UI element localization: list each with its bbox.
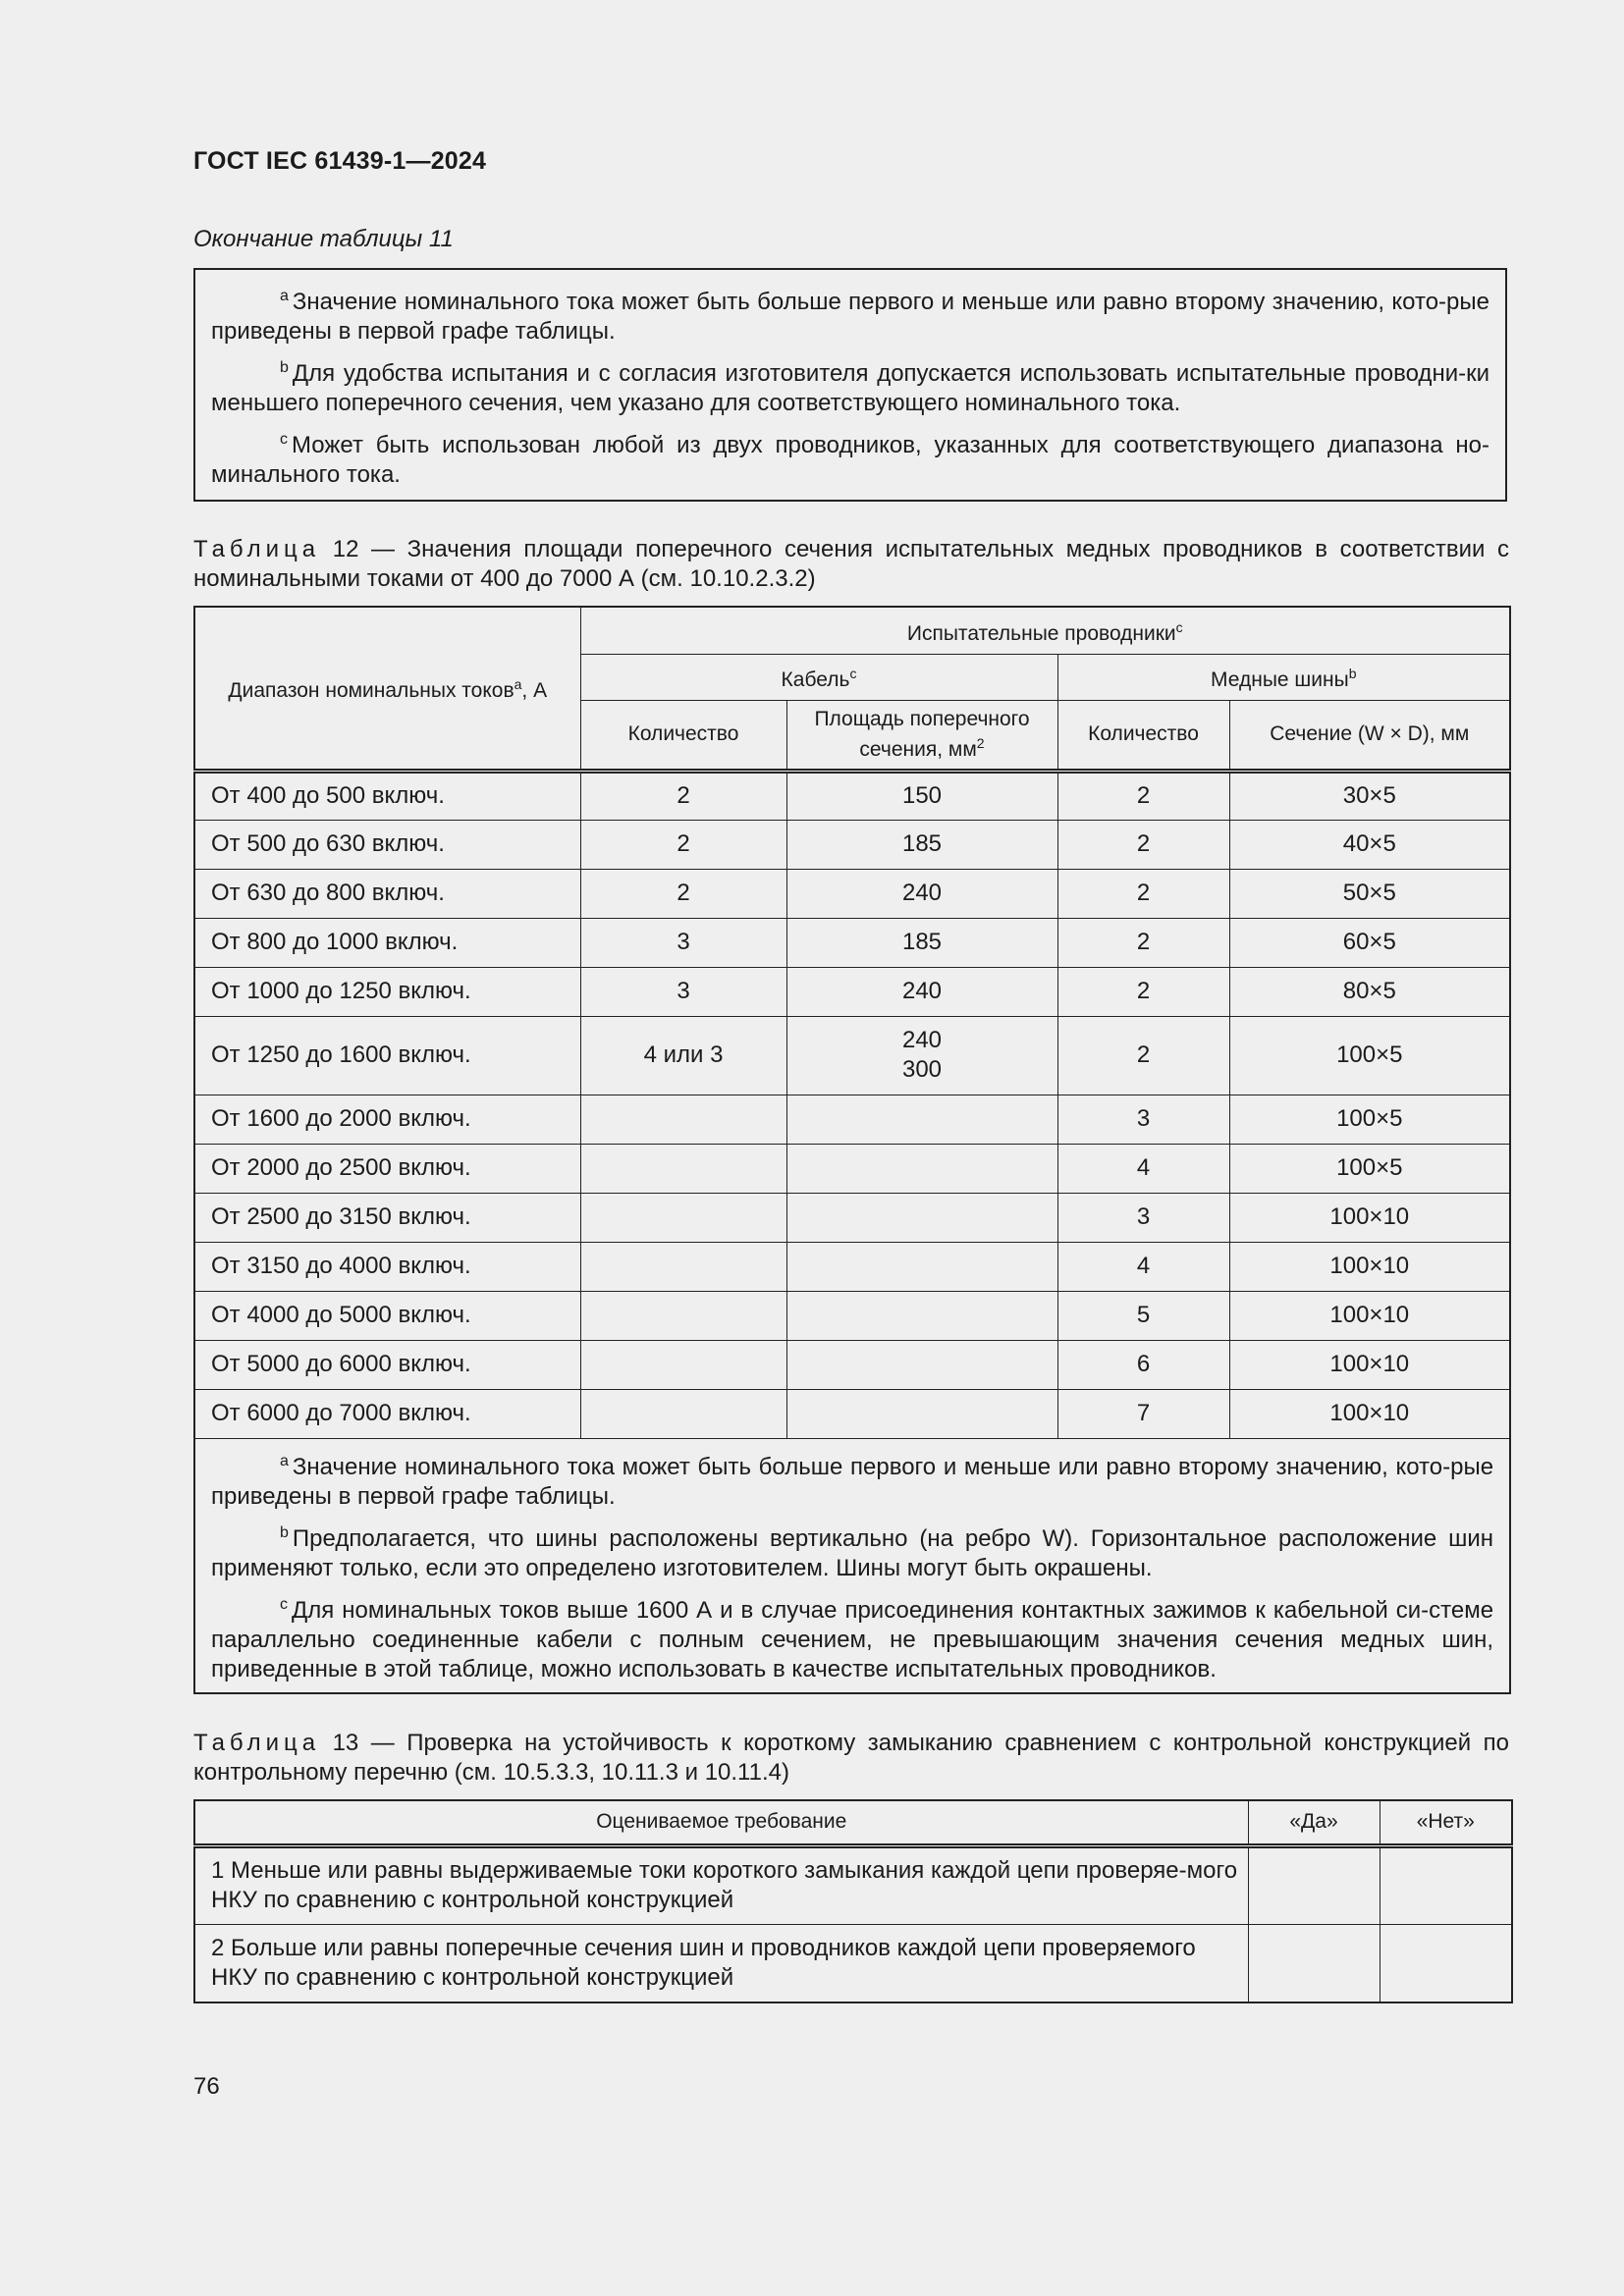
table-row: От 5000 до 6000 включ. 6 100×10 [194,1340,1510,1389]
header-test-conductors: Испытательные проводники$^c$ [580,607,1510,654]
table-row: От 2500 до 3150 включ. 3 100×10 [194,1193,1510,1242]
table11-footnotes [193,268,1507,502]
table-row: От 1250 до 1600 включ. 4 или 3 240 300 2 100×5 [194,1016,1510,1095]
table-row: 2 Больше или равны поперечные сечения шин и проводников каждой цепи проверяемого НКУ по сравнению с контрольной конструкцией [194,1924,1512,2002]
table-row: От 2000 до 2500 включ. 4 100×5 [194,1144,1510,1193]
header-busbar-quantity: Количество [1057,700,1229,771]
header-cross-section-area: Площадь поперечного сечения, $мм^2$ [786,700,1057,771]
table12 [193,606,1511,1694]
table13-caption: Таблица 13 — Проверка на устойчивость к короткому замыканию сравнением с контрольной конструкцией по контрольному перечню (см. 10.5.3.3, 10.11.3 и 10.11.4) [193,1730,1509,1786]
table-row: От 630 до 800 включ. 2 240 2 50×5 [194,869,1510,918]
table-row: От 3150 до 4000 включ. 4 100×10 [194,1242,1510,1291]
header-busbar-section: Сечение (W × D), мм [1229,700,1510,771]
table12-caption: Таблица 12 — Значения площади поперечного сечения испытательных медных проводников в соответствии с номинальными токами от 400 до 7000 А (см. 10.10.2.3.2) [193,536,1509,592]
table-row: От 500 до 630 включ. 2 185 2 40×5 [194,820,1510,869]
table11-continuation-caption: Окончание таблицы 11 [193,226,454,252]
table11-footnote-b: $^b$ Для удобства испытания и с согласия изготовителя допускается использовать испытательные проводни-ки меньшего поперечного сечения, чем указано для соответствующего номинального тока. [211,359,1489,416]
table11-footnote-c: $^c$ Может быть использован любой из двух проводников, указанных для соответствующего диапазона но-минального тока. [211,431,1489,488]
header-cable: Кабель$^c$ [580,654,1057,700]
header-requirement: Оцениваемое требование [194,1800,1248,1845]
table-row: От 1600 до 2000 включ. 3 100×5 [194,1095,1510,1144]
table11-footnote-a: $^a$ Значение номинального тока может быть больше первого и меньше или равно второму значению, кото-рые приведены в первой графе таблицы. [211,288,1489,345]
table-row: От 1000 до 1250 включ. 3 240 2 80×5 [194,967,1510,1016]
table12-footnote-c: $^c$ Для номинальных токов выше 1600 А и в случае присоединения контактных зажимов к кабельной си-стеме параллельно соединенные кабели с полным сечением, не превышающим значения сечения медных шин, приведенные в этой таблице, можно использовать в качестве испытательных проводников. [211,1595,1494,1682]
document-header: ГОСТ IEC 61439-1—2024 [193,147,487,175]
page-number: 76 [193,2073,220,2100]
table-row: От 6000 до 7000 включ. 7 100×10 [194,1389,1510,1438]
header-yes: «Да» [1248,1800,1380,1845]
table12-footnote-a: $^a$ Значение номинального тока может быть больше первого и меньше или равно второму значению, кото-рые приведены в первой графе таблицы. [211,1452,1494,1510]
table13 [193,1799,1513,2003]
table-row: От 4000 до 5000 включ. 5 100×10 [194,1291,1510,1340]
header-cable-quantity: Количество [580,700,786,771]
table-row: 1 Меньше или равны выдерживаемые токи короткого замыкания каждой цепи проверяе-мого НКУ по сравнению с контрольной конструкцией [194,1845,1512,1924]
header-copper-busbars: Медные шины$^b$ [1057,654,1510,700]
table-row: От 800 до 1000 включ. 3 185 2 60×5 [194,918,1510,967]
header-current-range: Диапазон номинальных токов$^a$, А [194,607,580,771]
header-no: «Нет» [1380,1800,1512,1845]
table12-footnotes [194,1438,1510,1693]
table12-footnote-b: $^b$ Предполагается, что шины расположены вертикально (на ребро W). Горизонтальное расположение шин применяют только, если это определено изготовителем. Шины могут быть окрашены. [211,1523,1494,1581]
table-row: От 400 до 500 включ. 2 150 2 30×5 [194,771,1510,820]
